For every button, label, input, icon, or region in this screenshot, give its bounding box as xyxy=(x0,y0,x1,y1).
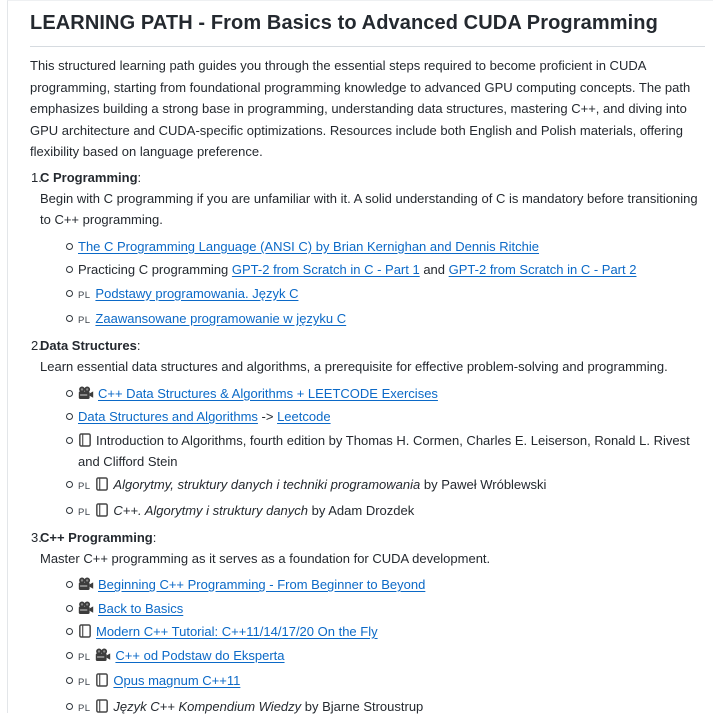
text-run: -> xyxy=(257,409,278,424)
resource-item xyxy=(40,645,705,668)
book-icon xyxy=(95,673,109,687)
video-camera-icon xyxy=(78,601,94,615)
text-run: by Bjarne Stroustrup xyxy=(301,698,424,714)
text-run: Practicing C programming xyxy=(78,262,232,277)
resource-link[interactable]: Data Structures and Algorithms xyxy=(78,409,258,424)
resource-item xyxy=(40,259,705,280)
resource-item xyxy=(40,696,705,719)
learning-path-section xyxy=(30,167,705,332)
section-number: 3. xyxy=(31,529,42,545)
section-heading xyxy=(31,335,705,356)
section-title: C Programming xyxy=(40,169,138,185)
book-icon xyxy=(95,503,109,517)
resource-link[interactable]: C++ od Podstaw do Eksperta xyxy=(115,647,285,663)
resource-link[interactable]: Back to Basics xyxy=(98,600,184,616)
text-run: Introduction to Algorithms, fourth edition by Thomas H. Cormen, Charles E. Leiserson, Ronald L. Rivest and Clifford Stein xyxy=(78,432,690,469)
resource-link[interactable]: Beginning C++ Programming - From Beginner to Beyond xyxy=(98,577,426,592)
section-colon: : xyxy=(152,529,157,545)
video-camera-icon xyxy=(78,386,94,400)
section-colon: : xyxy=(137,169,142,185)
section-description: Master C++ programming as it serves as a foundation for CUDA development. xyxy=(40,550,491,566)
resource-link[interactable]: Modern C++ Tutorial: C++11/14/17/20 On the Fly xyxy=(96,624,378,639)
resource-item xyxy=(40,383,705,404)
book-icon xyxy=(95,477,109,491)
pl-language-tag: PL xyxy=(78,481,91,492)
italic-title: C++. Algorytmy i struktury danych xyxy=(113,502,309,518)
book-icon xyxy=(78,433,92,447)
resource-item xyxy=(40,474,705,497)
resource-item xyxy=(40,598,705,619)
resource-list xyxy=(40,574,705,719)
pl-language-tag: PL xyxy=(78,289,91,301)
section-number: 2. xyxy=(31,338,42,353)
resource-link[interactable]: C++ Data Structures & Algorithms + LEETCODE Exercises xyxy=(98,385,438,401)
pl-language-tag: PL xyxy=(78,506,91,518)
text-run: by Paweł Wróblewski xyxy=(420,477,547,492)
resource-item xyxy=(40,621,705,642)
pl-language-tag: PL xyxy=(78,677,91,688)
resource-item xyxy=(40,670,705,693)
resource-list xyxy=(40,383,705,523)
resource-item xyxy=(40,236,705,257)
resource-item xyxy=(40,283,705,306)
section-description: Learn essential data structures and algorithms, a prerequisite for effective problem-solving and programming. xyxy=(40,359,668,374)
italic-title: Język C++ Kompendium Wiedzy xyxy=(113,698,302,714)
section-description: Begin with C programming if you are unfamiliar with it. A solid understanding of C is mandatory before transitioning to C++ programming. xyxy=(40,190,698,227)
pl-language-tag: PL xyxy=(78,315,91,326)
section-heading xyxy=(31,167,705,188)
section-number: 1. xyxy=(31,169,42,185)
book-icon xyxy=(78,624,92,638)
video-camera-icon xyxy=(78,577,94,591)
resource-item xyxy=(40,500,705,523)
resource-link[interactable]: GPT-2 from Scratch in C - Part 2 xyxy=(448,262,637,277)
learning-path-list xyxy=(30,167,705,719)
resource-link[interactable]: Zaawansowane programowanie w języku C xyxy=(95,311,347,326)
text-run: and xyxy=(419,262,449,277)
section-heading xyxy=(31,527,705,548)
section-title: C++ Programming xyxy=(40,529,153,545)
resource-link[interactable]: The C Programming Language (ANSI C) by Brian Kernighan and Dennis Ritchie xyxy=(78,238,540,254)
section-title: Data Structures xyxy=(40,338,137,353)
learning-path-section xyxy=(30,335,705,523)
resource-link[interactable]: Leetcode xyxy=(277,409,331,424)
video-camera-icon xyxy=(95,648,111,662)
resource-item xyxy=(40,406,705,427)
resource-link[interactable]: Podstawy programowania. Język C xyxy=(95,285,299,301)
resource-list xyxy=(40,236,705,332)
resource-link[interactable]: GPT-2 from Scratch in C - Part 1 xyxy=(231,262,420,277)
book-icon xyxy=(95,699,109,713)
resource-item xyxy=(40,574,705,595)
pl-language-tag: PL xyxy=(78,702,91,714)
italic-title: Algorytmy, struktury danych i techniki programowania xyxy=(113,477,421,492)
resource-item xyxy=(40,430,705,472)
text-run: by Adam Drozdek xyxy=(308,502,415,518)
page-title: LEARNING PATH - From Basics to Advanced CUDA Programming xyxy=(30,7,705,47)
document-page xyxy=(7,0,713,713)
resource-item xyxy=(40,308,705,331)
intro-paragraph: This structured learning path guides you through the essential steps required to become proficient in CUDA programming, starting from foundational programming knowledge to advanced GPU computing concepts. The path emphasizes building a strong base in programming, understanding data structures, mastering C++, and diving into GPU architecture and CUDA-specific optimizations. Resources include both English and Polish materials, offering flexibility based on language preference. xyxy=(30,58,691,159)
pl-language-tag: PL xyxy=(78,651,91,663)
resource-link[interactable]: Opus magnum C++11 xyxy=(113,673,241,688)
section-colon: : xyxy=(136,338,141,353)
learning-path-section xyxy=(30,527,705,719)
